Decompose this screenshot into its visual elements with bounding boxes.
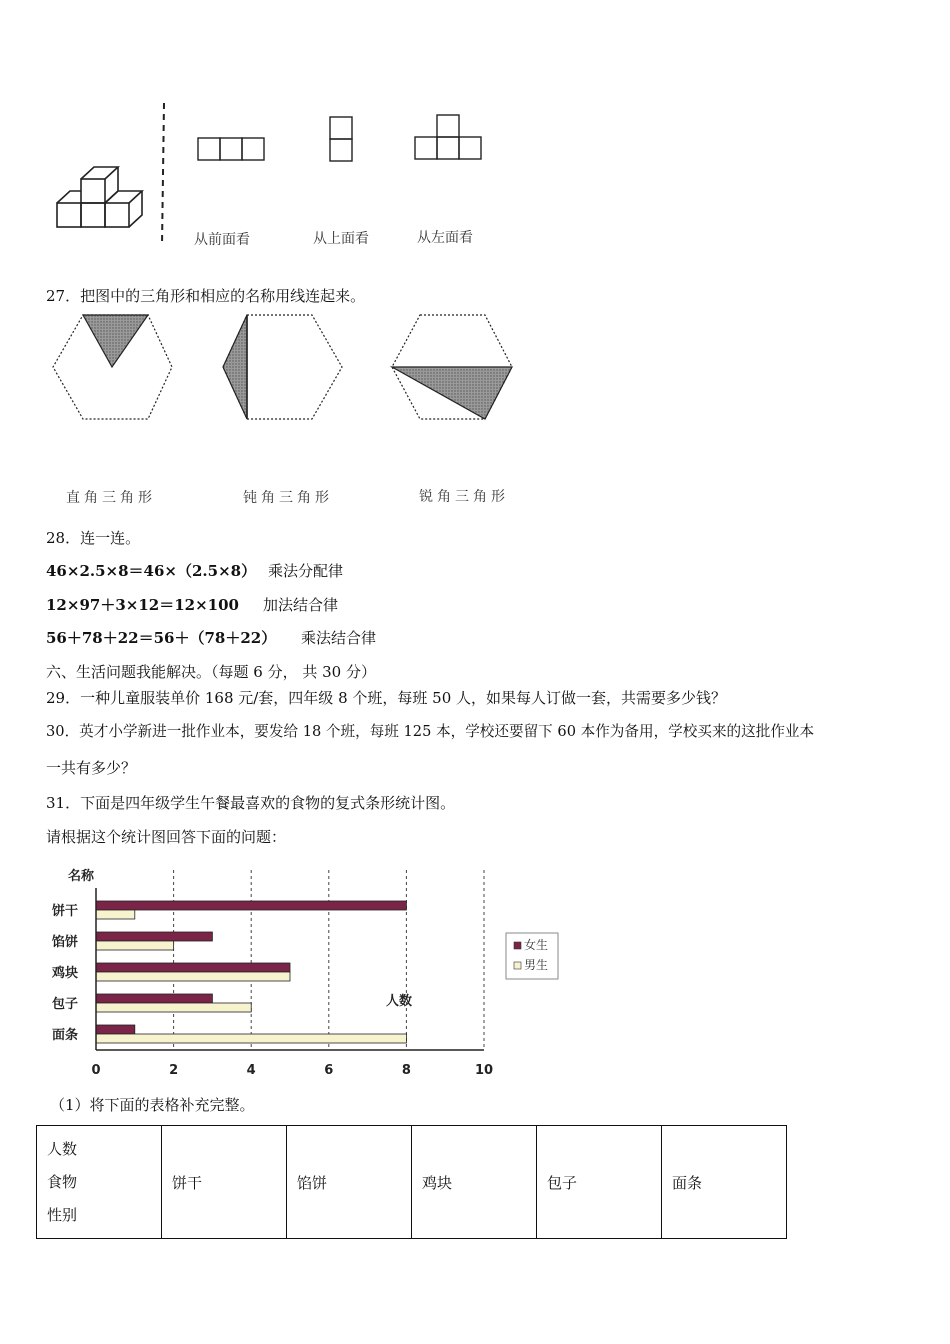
hexagon-2	[223, 315, 342, 419]
table-col-noodles: 面条	[662, 1126, 787, 1239]
acute-triangle-shape	[392, 367, 512, 419]
category-label: 包子	[52, 997, 79, 1012]
legend-label-girls: 女生	[524, 938, 549, 952]
bar-girls	[96, 901, 406, 910]
bar-girls	[96, 932, 212, 941]
q31-subquestion-1: （1）将下面的表格补充完整。	[50, 1096, 255, 1114]
right-triangle-shape	[83, 315, 148, 367]
q28-expr-1: 46×2.5×8＝46×（2.5×8）	[46, 562, 257, 580]
bar-boys	[96, 941, 174, 950]
header-gender: 性别	[47, 1205, 78, 1224]
x-tick-label: 10	[474, 1063, 494, 1078]
category-label: 馅饼	[52, 935, 79, 950]
table-col-nuggets: 鸡块	[412, 1126, 537, 1239]
dashed-separator	[162, 103, 164, 245]
legend-label-boys: 男生	[524, 958, 549, 972]
hexagon-triangles-figure	[40, 312, 530, 424]
triangle-label-right: 直角三角形	[66, 490, 156, 506]
triangle-label-acute: 锐角三角形	[419, 489, 509, 505]
bar-girls	[96, 1025, 135, 1034]
cube-stack	[57, 167, 142, 227]
legend-swatch-boys	[514, 962, 521, 969]
header-food: 食物	[47, 1172, 78, 1191]
x-tick-label: 2	[169, 1063, 179, 1078]
x-tick-label: 8	[401, 1063, 411, 1078]
table-col-pie: 馅饼	[287, 1126, 412, 1239]
question-27: 27．把图中的三角形和相应的名称用线连起来。	[46, 287, 366, 305]
bar-boys	[96, 972, 290, 981]
question-29: 29．一种儿童服装单价 168 元/套，四年级 8 个班，每班 50 人，如果每人订做一套，共需要多少钱？	[46, 689, 727, 707]
table-col-biscuit: 饼干	[162, 1126, 287, 1239]
x-tick-label: 6	[324, 1063, 334, 1078]
x-tick-label: 4	[246, 1063, 256, 1078]
q28-law-3: 乘法结合律	[301, 629, 377, 647]
bar-boys	[96, 1034, 406, 1043]
front-view-shape	[198, 138, 264, 160]
chart-legend	[506, 933, 558, 979]
hexagon-1	[53, 315, 172, 419]
bar-girls	[96, 994, 212, 1003]
header-count: 人数	[47, 1139, 78, 1158]
q28-law-1: 乘法分配律	[268, 562, 344, 580]
triangle-label-obtuse: 钝角三角形	[243, 490, 333, 506]
question-30-line2: 一共有多少？	[46, 759, 137, 777]
category-label: 饼干	[52, 904, 79, 919]
q28-expr-2: 12×97＋3×12＝12×100	[46, 596, 239, 614]
question-30-line1: 30．英才小学新进一批作业本，要发给 18 个班，每班 125 本，学校还要留下 60 本作为备用，学校买来的这批作业本	[46, 723, 815, 740]
answer-table	[36, 1125, 787, 1239]
bar-boys	[96, 1003, 251, 1012]
q28-expr-3: 56＋78＋22＝56＋（78＋22）	[46, 629, 277, 647]
question-28-title: 28．连一连。	[46, 529, 141, 547]
top-view-shape	[330, 117, 352, 161]
table-header-cell	[37, 1126, 162, 1239]
table-col-bun: 包子	[537, 1126, 662, 1239]
x-tick-label: 0	[91, 1063, 101, 1078]
hexagon-3	[392, 315, 512, 419]
left-view-shape	[415, 115, 481, 159]
chart-ylabel: 名称	[68, 869, 95, 884]
view-label-front: 从前面看	[194, 232, 250, 248]
view-label-left: 从左面看	[417, 230, 473, 246]
q28-law-2: 加法结合律	[263, 596, 339, 614]
obtuse-triangle-shape	[223, 315, 247, 419]
bar-boys	[96, 910, 135, 919]
food-bar-chart	[40, 858, 580, 1083]
bar-girls	[96, 963, 290, 972]
section-6-heading: 六、生活问题我能解决。（每题 6 分， 共 30 分）	[46, 663, 376, 681]
question-31-line2: 请根据这个统计图回答下面的问题：	[46, 828, 287, 846]
category-label: 鸡块	[52, 966, 79, 981]
view-label-top: 从上面看	[313, 231, 369, 247]
question-31-line1: 31．下面是四年级学生午餐最喜欢的食物的复式条形统计图。	[46, 794, 456, 812]
chart-xlabel: 人数	[386, 994, 413, 1009]
legend-swatch-girls	[514, 942, 521, 949]
category-label: 面条	[52, 1028, 79, 1043]
